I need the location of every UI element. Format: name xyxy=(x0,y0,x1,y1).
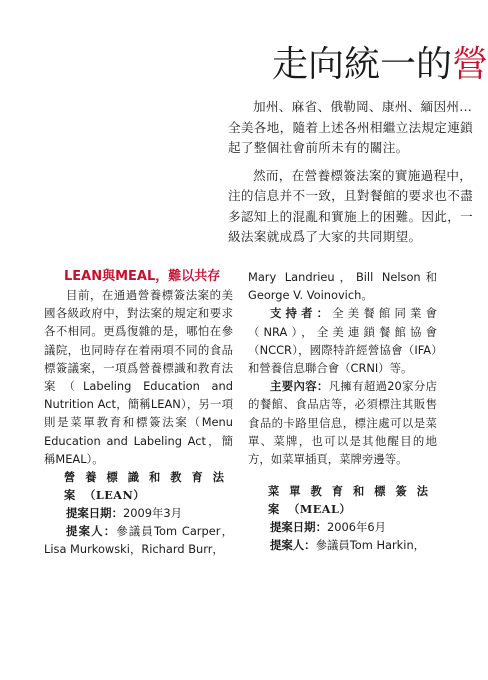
lean-sub-heading xyxy=(44,468,233,504)
intro-paragraph-1 xyxy=(228,97,478,159)
intro-block xyxy=(228,97,478,255)
article-title-main: 走向統一的 xyxy=(272,44,453,85)
lean-content-label: 主要內容： xyxy=(270,379,329,394)
article-title-accent: 營 xyxy=(452,44,488,85)
lean-proposer-label: 提案人： xyxy=(66,524,117,539)
article-title xyxy=(272,40,488,90)
meal-proposer-label: 提案人： xyxy=(270,538,316,553)
intro-p2-line-2: 注的信息并不一致，且對餐館的要求也不盡 xyxy=(228,188,473,203)
left-body-paragraph: 目前，在通過營養標簽法案的美國各級政府中，對法案的規定和要求各不相同。更爲復雜的是，哪怕在參議院，也同時存在着兩項不同的食品標簽議案，一項爲營養標識和教育法案（Labeling Education and Nutrition Act，簡稱LEAN），另一項則是菜單教育和標簽法案（Menu Education and Labeling Act，簡稱MEAL）。 xyxy=(44,288,233,466)
intro-p1-line-2: 全美各地，隨着上述各州相繼立法規定連鎖 xyxy=(228,119,473,135)
lean-proposer-line xyxy=(44,522,233,558)
lean-proposers-continued: Mary Landrieu，Bill Nelson和George V. Voinovich。 xyxy=(248,270,437,303)
meal-date-line xyxy=(248,518,437,536)
intro-paragraph-2 xyxy=(228,166,478,248)
left-column xyxy=(44,268,233,559)
intro-p2-line-3: 多認知上的混亂和實施上的困難。因此，一 xyxy=(228,208,473,224)
section-heading-lean-meal: LEAN與MEAL，難以共存 xyxy=(64,269,221,284)
lean-supporters-label: 支持者： xyxy=(270,306,333,321)
meal-proposer-line xyxy=(248,536,437,554)
right-column xyxy=(248,268,437,555)
lean-sub-heading-text: 營養標識和教育法案 xyxy=(64,470,233,503)
meal-date-label: 提案日期： xyxy=(270,520,327,535)
lean-supporters-value: 全美餐館同業會（NRA），全美連鎖餐館協會（NCCR），國際特許經營協會（IFA）和營養信息聯合會（CRNI）等。 xyxy=(248,306,437,376)
meal-proposer-value: 參議員Tom Harkin， xyxy=(315,538,426,553)
intro-p2-line-4: 級法案就成爲了大家的共同期望。 xyxy=(228,229,422,244)
lean-date-label: 提案日期： xyxy=(66,506,123,521)
lean-content-line xyxy=(248,377,437,468)
lean-date-value: 2009年3月 xyxy=(122,506,182,521)
lean-proposer-value: 參議員Tom Carper，Lisa Murkowski，Richard Burr， xyxy=(44,524,233,557)
meal-date-value: 2006年6月 xyxy=(326,520,386,535)
intro-p1-line-3: 起了整個社會前所未有的關注。 xyxy=(228,140,409,155)
lean-supporters-line xyxy=(248,304,437,377)
lean-date-line xyxy=(44,504,233,522)
intro-p1-line-1: 加州、麻省、俄勒岡、康州、緬因州… xyxy=(253,99,473,114)
lean-sub-heading-tail: （LEAN） xyxy=(84,488,145,503)
meal-sub-heading-tail: （MEAL） xyxy=(288,502,352,517)
intro-p2-line-1: 然而，在營養標簽法案的實施過程中， xyxy=(253,167,473,183)
lean-content-value: 凡擁有超過20家分店的餐館、食品店等，必須標注其販售食品的卡路里信息，標注處可以是菜單、菜牌，也可以是其他醒目的地方，如菜單插頁，菜牌旁邊等。 xyxy=(248,379,437,467)
meal-sub-heading-text: 菜單教育和標簽法案 xyxy=(268,484,437,517)
meal-sub-heading xyxy=(248,482,437,518)
